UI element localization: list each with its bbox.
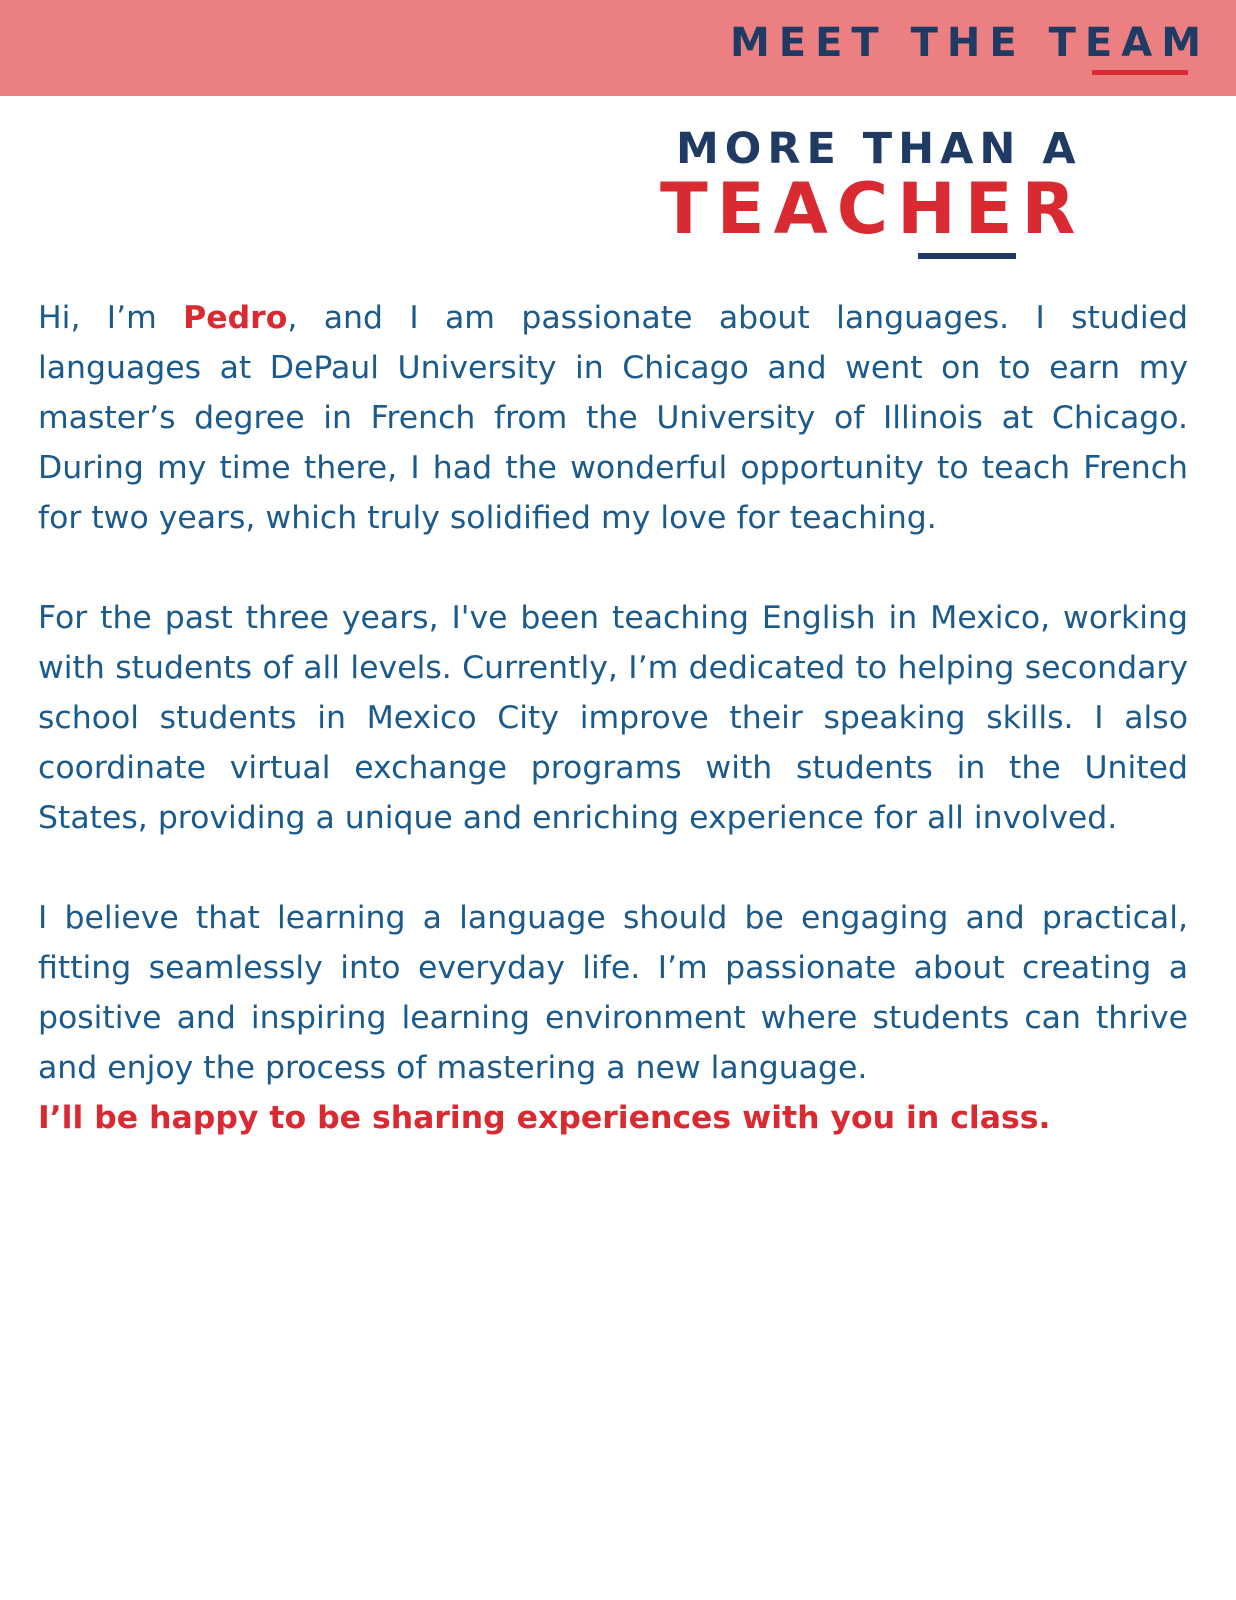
- banner-accent-underline: [1092, 70, 1188, 75]
- bio-body: [38, 293, 1188, 1193]
- bio-paragraph-3: I believe that learning a language should be engaging and practical, fitting seamlessly into everyday life. I’m passionate about creating a positive and inspiring learning environment where students can thrive and enjoy the process of mastering a new language.: [38, 900, 1188, 1086]
- bio-paragraph-2: For the past three years, I've been teaching English in Mexico, working with students of all levels. Currently, I’m dedicated to helping secondary school students in Mexico City improve their speaking skills. I also coordinate virtual exchange programs with students in the United States, providing a unique and enriching experience for all involved.: [38, 600, 1188, 836]
- bio-paragraph-1-text: , and I am passionate about languages. I studied languages at DePaul University in Chicago and went on to earn my master’s degree in French from the University of Illinois at Chicago. During my time there, I had the wonderful opportunity to teach French for two years, which truly solidified my love for teaching.: [38, 300, 1188, 536]
- teacher-name: Pedro: [183, 300, 288, 336]
- top-banner: [0, 0, 1236, 96]
- closing-line: I’ll be happy to be sharing experiences with you in class.: [38, 1100, 1051, 1136]
- heading-line-2: TEACHER: [660, 168, 1085, 250]
- bio-paragraph-1: [38, 293, 1188, 543]
- heading-underline: [918, 253, 1016, 259]
- banner-title: MEET THE TEAM: [729, 20, 1210, 66]
- bio-intro-text: Hi, I’m: [38, 300, 184, 336]
- heading-line-1: MORE THAN A: [676, 124, 1082, 174]
